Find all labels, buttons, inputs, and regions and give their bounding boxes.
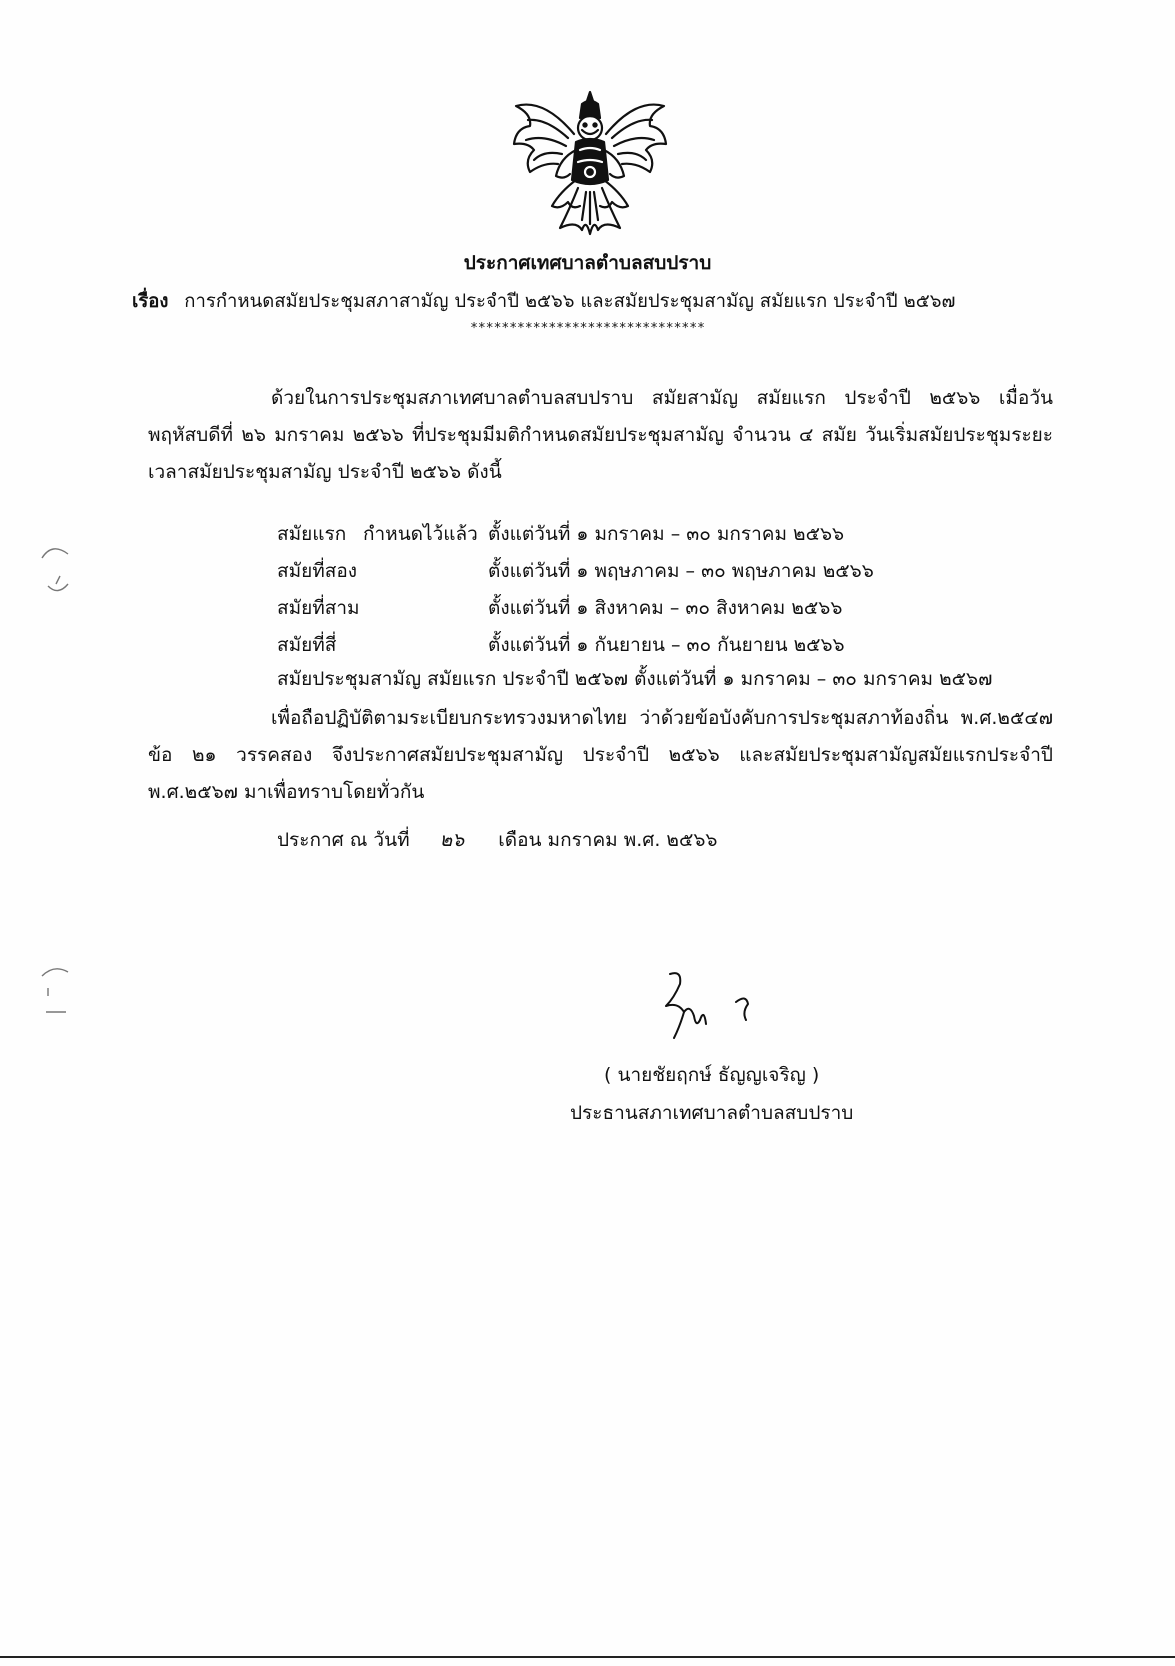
intro-paragraph: ด้วยในการประชุมสภาเทศบาลตำบลสบปราบ สมัยสามัญ สมัยแรก ประจำปี ๒๕๖๖ เมื่อวันพฤหัสบดีที่ ๒๖ มกราคม ๒๕๖๖ ที่ประชุมมีมติกำหนดสมัยประชุมสามัญ จำนวน ๔ สมัย วันเริ่มสมัยประชุมระยะเวลาสมัยประชุมสามัญ ประจำปี ๒๕๖๖ ดังนี้	[148, 387, 1053, 483]
next-year-session: สมัยประชุมสามัญ สมัยแรก ประจำปี ๒๕๖๗ ตั้งแต่วันที่ ๑ มกราคม – ๓๐ มกราคม ๒๕๖๗	[277, 668, 993, 690]
session-range: ตั้งแต่วันที่ ๑ พฤษภาคม – ๓๐ พฤษภาคม ๒๕๖๖	[488, 560, 874, 582]
session-range: ตั้งแต่วันที่ ๑ กันยายน – ๓๐ กันยายน ๒๕๖๖	[488, 634, 845, 656]
subject-text: การกำหนดสมัยประชุมสภาสามัญ ประจำปี ๒๕๖๖ และสมัยประชุมสามัญ สมัยแรก ประจำปี ๒๕๖๗	[184, 291, 956, 312]
session-range: ตั้งแต่วันที่ ๑ มกราคม – ๓๐ มกราคม ๒๕๖๖	[488, 523, 845, 545]
bottom-scan-edge	[0, 1656, 1175, 1658]
announcement-title: ประกาศเทศบาลตำบลสบปราบ	[463, 252, 712, 274]
session-name: สมัยที่สี่	[277, 634, 337, 656]
announcement-date	[277, 825, 717, 855]
session-name: สมัยที่สาม	[277, 597, 360, 619]
subject-label: เรื่อง	[132, 291, 169, 312]
signer-name: ( นายชัยฤกษ์ ธัญญเจริญ )	[604, 1064, 820, 1086]
session-name: สมัยแรก	[277, 523, 347, 545]
separator-stars: ******************************	[470, 321, 705, 336]
session-note: กำหนดไว้แล้ว	[363, 523, 478, 545]
regulation-paragraph: เพื่อถือปฏิบัติตามระเบียบกระทรวงมหาดไทย ว่าด้วยข้อบังคับการประชุมสภาท้องถิ่น พ.ศ.๒๕๔๗ ข้อ ๒๑ วรรคสอง จึงประกาศสมัยประชุมสามัญ ประจำปี ๒๕๖๖ และสมัยประชุมสามัญสมัยแรกประจำปี พ.ศ.๒๕๖๗ มาเพื่อทราบโดยทั่วกัน	[148, 707, 1053, 803]
margin-mark-icon	[38, 540, 78, 606]
session-name: สมัยที่สอง	[277, 560, 358, 582]
handwritten-day: ๒๖	[439, 829, 465, 851]
date-suffix: เดือน มกราคม พ.ศ. ๒๕๖๖	[498, 829, 718, 851]
garuda-emblem-icon	[510, 88, 670, 236]
margin-mark-icon	[38, 960, 78, 1018]
date-prefix: ประกาศ ณ วันที่	[277, 829, 410, 851]
subject-line	[132, 287, 1062, 316]
session-range: ตั้งแต่วันที่ ๑ สิงหาคม – ๓๐ สิงหาคม ๒๕๖๖	[488, 597, 843, 619]
handwritten-signature-icon	[660, 968, 770, 1046]
signer-position: ประธานสภาเทศบาลตำบลสบปราบ	[570, 1102, 854, 1124]
